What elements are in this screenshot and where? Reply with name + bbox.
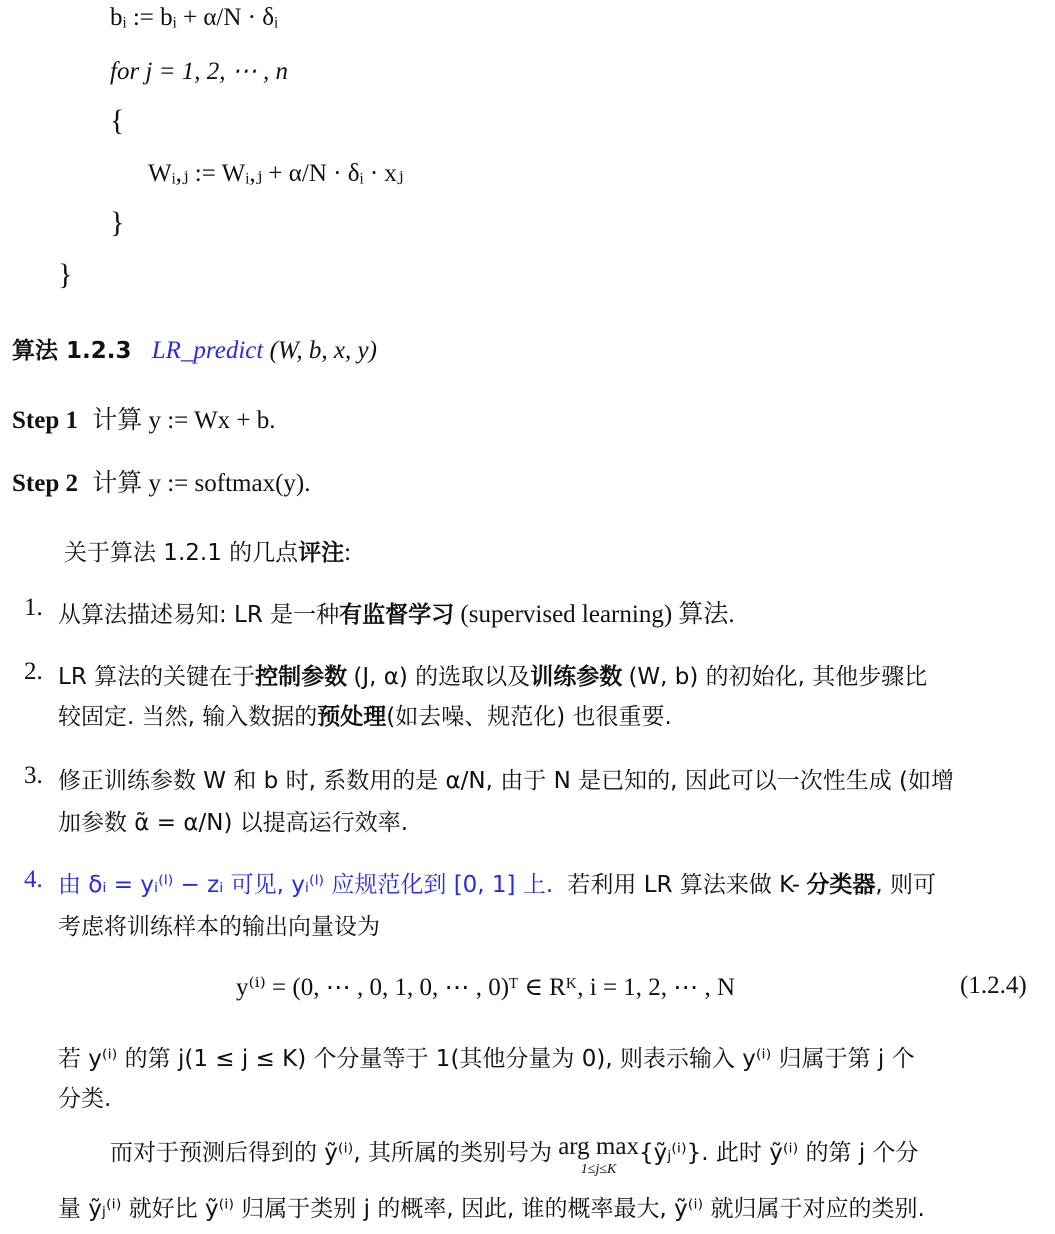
step-1-label: Step 1 <box>12 407 78 434</box>
algorithm-name: LR_predict <box>151 337 264 364</box>
final-line-1-post: {ỹⱼ⁽ⁱ⁾}. 此时 ỹ⁽ⁱ⁾ 的第 j 个分 <box>638 1140 919 1166</box>
post-equation-line-1: 若 y⁽ⁱ⁾ 的第 j(1 ≤ j ≤ K) 个分量等于 1(其他分量为 0), 则表示输入 y⁽ⁱ⁾ 归属于第 j 个 <box>58 1046 915 1072</box>
algo-close-brace-outer: } <box>58 258 73 291</box>
remark-2-text-a: LR 算法的关键在于 <box>58 664 256 690</box>
remark-2-number: 2. <box>24 658 43 685</box>
remarks-intro-bold: 评注 <box>298 540 345 566</box>
step-2-label: Step 2 <box>12 470 78 497</box>
remark-4-line-2: 考虑将训练样本的输出向量设为 <box>58 914 380 940</box>
remark-1-text-a: 从算法描述易知: LR 是一种 <box>58 602 340 628</box>
remark-3-number: 3. <box>24 762 43 789</box>
final-line-1-pre: 而对于预测后得到的 ỹ⁽ⁱ⁾, 其所属的类别号为 <box>110 1140 552 1166</box>
algorithm-label: 算法 1.2.3 <box>12 338 132 364</box>
remark-2-text-e: (如去噪、规范化) 也很重要. <box>386 704 672 730</box>
algorithm-header <box>12 332 377 365</box>
remark-2-bold-c: 预处理 <box>317 704 387 730</box>
step-2-text: 计算 y := softmax(y). <box>92 470 311 497</box>
argmax-text: arg max <box>558 1133 639 1160</box>
step-1-text: 计算 y := Wx + b. <box>92 407 276 434</box>
post-equation-line-2: 分类. <box>58 1086 112 1112</box>
remark-2-bold-b: 训练参数 <box>530 664 623 690</box>
display-equation: y⁽ⁱ⁾ = (0, ⋯ , 0, 1, 0, ⋯ , 0)ᵀ ∈ Rᴷ, i = 1, 2, ⋯ , N <box>236 974 736 1001</box>
remark-4-text-a: 若利用 LR 算法来做 K- <box>567 872 801 898</box>
remark-4-blue-text: 由 δᵢ = yᵢ⁽ˡ⁾ − zᵢ 可见, yᵢ⁽ˡ⁾ 应规范化到 [0, 1] 上. <box>58 872 554 898</box>
algo-line-bias-update: bᵢ := bᵢ + α/N · δᵢ <box>110 4 279 31</box>
algorithm-args: (W, b, x, y) <box>269 337 377 364</box>
argmax-subscript: 1≤j≤K <box>580 1162 617 1177</box>
remark-1-text-b: (supervised learning) 算法. <box>460 601 735 628</box>
final-paragraph-line-1 <box>110 1134 919 1177</box>
remark-2-text-c: (W, b) 的初始化, 其他步骤比 <box>628 664 928 690</box>
remarks-intro-colon: : <box>344 539 352 566</box>
algo-for-loop: for j = 1, 2, ⋯ , n <box>110 58 288 85</box>
algo-open-brace: { <box>110 104 125 137</box>
remarks-intro-text: 关于算法 1.2.1 的几点 <box>64 540 299 566</box>
algo-line-weight-update: Wᵢ,ⱼ := Wᵢ,ⱼ + α/N · δᵢ · xⱼ <box>148 160 404 187</box>
remark-4-text-b: , 则可 <box>875 872 936 898</box>
final-paragraph-line-2: 量 ỹⱼ⁽ⁱ⁾ 就好比 ỹ⁽ⁱ⁾ 归属于类别 j 的概率, 因此, 谁的概率最大, ỹ⁽ⁱ⁾ 就归属于对应的类别. <box>58 1196 925 1222</box>
remark-3-line-2: 加参数 α̃ = α/N) 以提高运行效率. <box>58 810 409 836</box>
remarks-intro <box>64 534 351 567</box>
remark-1-number: 1. <box>24 594 43 621</box>
remark-2-bold-a: 控制参数 <box>255 664 348 690</box>
remark-3-line-1: 修正训练参数 W 和 b 时, 系数用的是 α/N, 由于 N 是已知的, 因此可以一次性生成 (如增 <box>58 768 954 794</box>
remark-2-text-d: 较固定. 当然, 输入数据的 <box>58 704 318 730</box>
equation-number: (1.2.4) <box>960 972 1027 999</box>
remark-2-text-b: (J, α) 的选取以及 <box>353 664 531 690</box>
remark-1-bold: 有监督学习 <box>339 602 455 628</box>
argmax-operator <box>558 1134 639 1177</box>
remark-4-number: 4. <box>24 866 43 893</box>
algorithm-step-1 <box>12 400 276 436</box>
algorithm-step-2 <box>12 463 310 499</box>
algo-close-brace-inner: } <box>110 206 125 239</box>
remark-4-bold: 分类器 <box>806 872 876 898</box>
